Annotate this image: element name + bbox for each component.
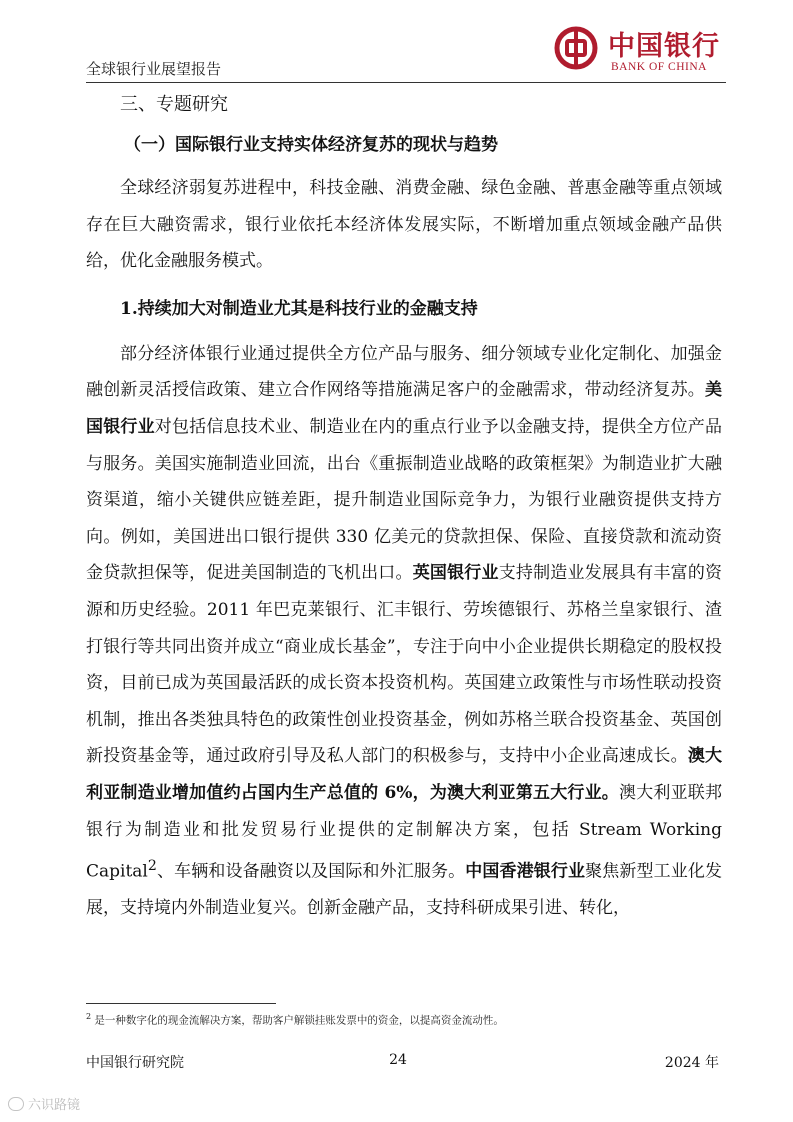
logo-english-name: BANK OF CHINA xyxy=(611,61,707,73)
section-heading: 三、专题研究 xyxy=(120,94,228,115)
logo-chinese-name: 中国银行 xyxy=(608,31,720,62)
page-number: 24 xyxy=(389,1052,407,1068)
body-paragraph xyxy=(86,336,722,927)
us-banking-label: 美国银行业 xyxy=(86,380,722,437)
main-content xyxy=(86,88,722,927)
footnote-number: 2 xyxy=(86,1012,92,1021)
bank-of-china-emblem-icon xyxy=(554,26,598,70)
footer-year: 2024 年 xyxy=(664,1055,719,1071)
watermark-text: 六识路镜 xyxy=(28,1098,81,1113)
report-title: 全球银行业展望报告 xyxy=(86,60,222,78)
footnote-reference[interactable]: 2 xyxy=(147,858,157,875)
footnote-divider xyxy=(86,1003,276,1004)
footnote-text: 是一种数字化的现金流解决方案，帮助客户解锁挂账发票中的资金，以提高资金流动性。 xyxy=(91,1014,504,1027)
body-text-uk: 支持制造业发展具有丰富的资源和历史经验。2011 年巴克莱银行、汇丰银行、劳埃德银行、苏格兰皇家银行、渣打银行等共同出资并成立“商业成长基金”，专注于向中小企业提供长期稳定的股权投资，目前已成为英国最活跃的成长资本投资机构。英国建立政策性与市场性联动投资机制，推出各类独具特色的政策性创业投资基金，例如苏格兰联合投资基金、英国创新投资基金等，通过政府引导及私人部门的积极参与，支持中小企业高速成长。 xyxy=(86,563,723,767)
intro-paragraph: 全球经济弱复苏进程中，科技金融、消费金融、绿色金融、普惠金融等重点领域存在巨大融资需求，银行业依托本经济体发展实际，不断增加重点领域金融产品供给，优化金融服务模式。 xyxy=(86,178,722,272)
subsection-heading: （一）国际银行业支持实体经济复苏的现状与趋势 xyxy=(124,135,498,155)
australia-manufacturing-text: 澳大利亚制造业增加值约占国内生产总值的 6%，为澳大利亚第五大行业。 xyxy=(86,746,723,803)
footnote xyxy=(86,1012,722,1028)
body-text-australia: 澳大利亚联邦银行为制造业和批发贸易行业提供的定制解决方案，包括 Stream Working Capital xyxy=(86,782,723,882)
uk-banking-label: 英国银行业 xyxy=(412,563,499,584)
page-header xyxy=(86,20,726,82)
watermark xyxy=(8,1094,80,1113)
header-divider xyxy=(86,82,726,83)
watermark-logo-icon xyxy=(8,1097,24,1111)
body-text-intro: 部分经济体银行业通过提供全方位产品与服务、细分领域专业化定制化、加强金融创新灵活授信政策、建立合作网络等措施满足客户的金融需求，带动经济复苏。 xyxy=(86,343,722,401)
hk-banking-label: 中国香港银行业 xyxy=(465,861,586,882)
bank-of-china-logo xyxy=(546,20,726,80)
body-text-australia-cont: 、车辆和设备融资以及国际和外汇服务。 xyxy=(156,861,466,882)
body-text-us: 对包括信息技术业、制造业在内的重点行业予以金融支持，提供全方位产品与服务。美国实施制造业回流，出台《重振制造业战略的政策框架》为制造业扩大融资渠道，缩小关键供应链差距，提升制造业国际竞争力，为银行业融资提供支持方向。例如，美国进出口银行提供 330 亿美元的贷款担保、保险、直接贷款和流动资金贷款担保等，促进美国制造的飞机出口。 xyxy=(86,416,723,584)
body-text-hk: 聚焦新型工业化发展，支持境内外制造业复兴。创新金融产品，支持科研成果引进、转化， xyxy=(86,861,723,919)
point-heading: 1.持续加大对制造业尤其是科技行业的金融支持 xyxy=(120,298,478,319)
footer-org: 中国银行研究院 xyxy=(86,1055,184,1071)
